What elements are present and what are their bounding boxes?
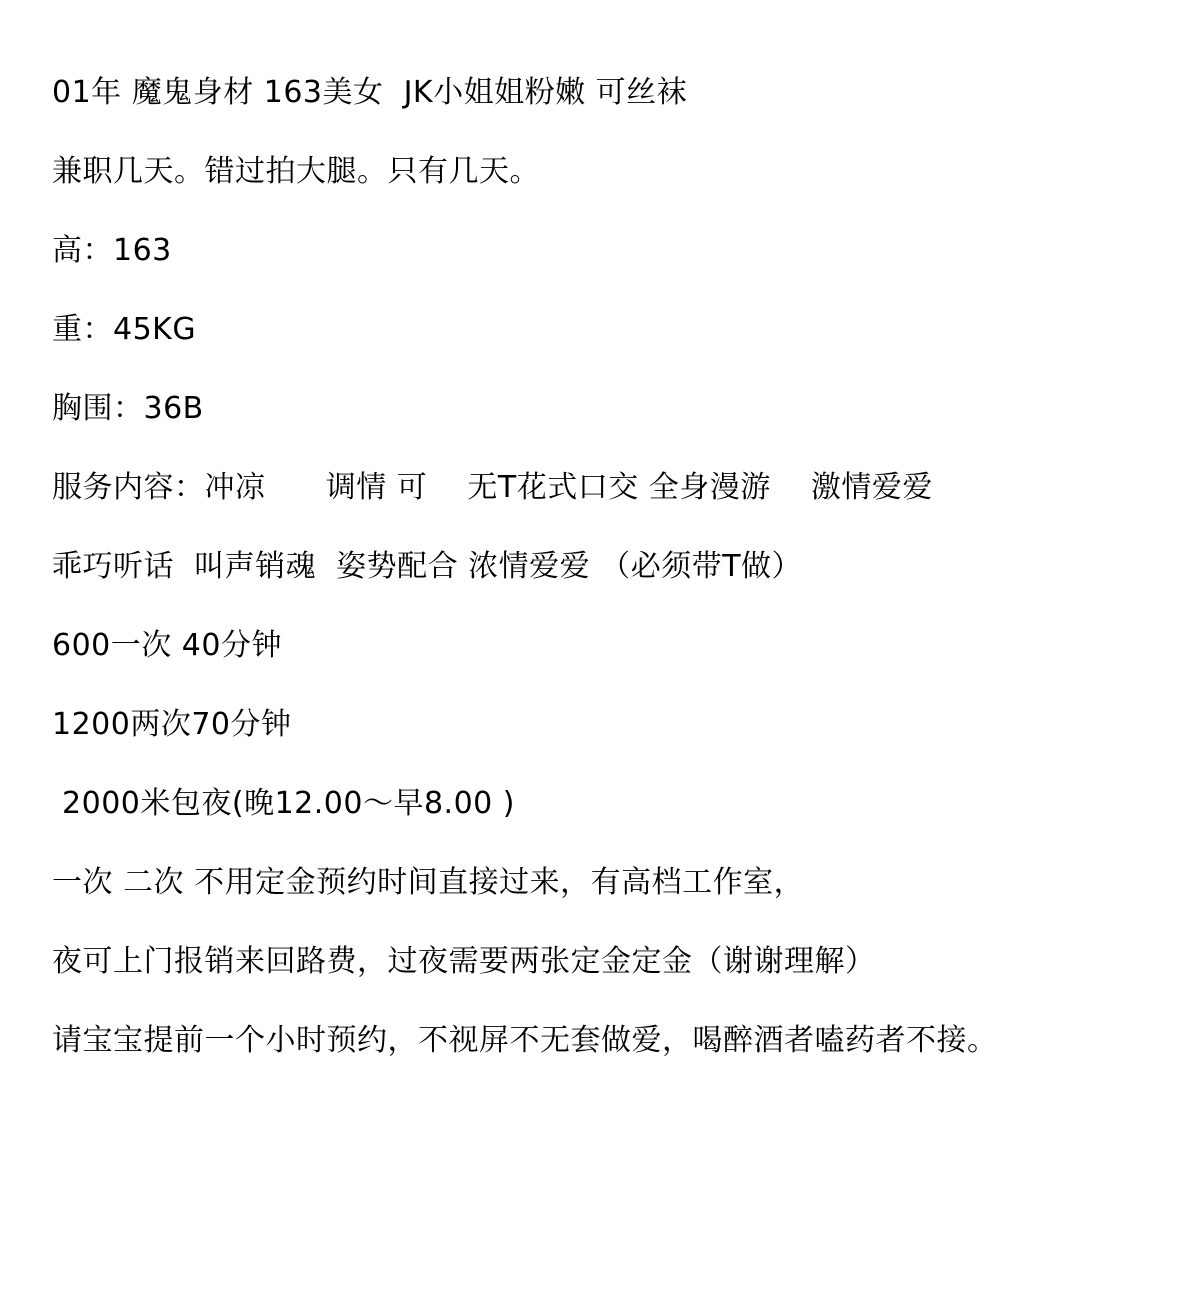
document-line-availability: 兼职几天。错过拍大腿。只有几天。 <box>52 154 540 189</box>
document-line-weight: 重：45KG <box>52 312 197 347</box>
document-line-booking-1: 一次 二次 不用定金预约时间直接过来，有高档工作室， <box>52 865 805 900</box>
document-line-title: 01年 魔鬼身材 163美女 JK小姐姐粉嫩 可丝袜 <box>52 75 688 110</box>
document-line-bust: 胸围：36B <box>52 391 204 426</box>
document-line-services-2: 乖巧听话 叫声销魂 姿势配合 浓情爱爱 （必须带T做） <box>52 549 803 584</box>
document-line-price-2: 1200两次70分钟 <box>52 707 292 742</box>
document-line-height: 高：163 <box>52 233 172 268</box>
document-line-price-1: 600一次 40分钟 <box>52 628 282 663</box>
document-line-price-3: 2000米包夜(晚12.00～早8.00 ) <box>52 786 516 821</box>
document-line-services-1: 服务内容：冲凉 调情 可 无T花式口交 全身漫游 激情爱爱 <box>52 470 933 505</box>
document-line-notice: 请宝宝提前一个小时预约，不视屏不无套做爱，喝醉酒者嗑药者不接。 <box>52 1023 998 1058</box>
document-line-booking-2: 夜可上门报销来回路费，过夜需要两张定金定金（谢谢理解） <box>52 944 876 979</box>
